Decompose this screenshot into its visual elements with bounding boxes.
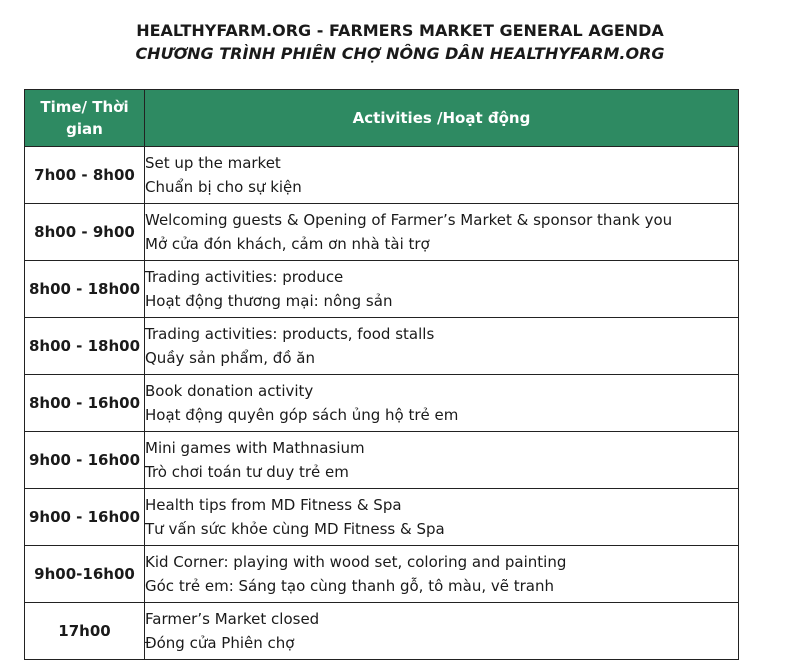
table-row [25, 603, 739, 660]
activity-english: Set up the market [145, 154, 281, 172]
activity-cell [145, 546, 739, 603]
time-cell: 8h00 - 16h00 [25, 375, 145, 432]
activity-vietnamese: Tư vấn sức khỏe cùng MD Fitness & Spa [145, 520, 445, 538]
activity-vietnamese: Mở cửa đón khách, cảm ơn nhà tài trợ [145, 235, 430, 253]
activity-vietnamese: Quầy sản phẩm, đồ ăn [145, 349, 315, 367]
activity-vietnamese: Góc trẻ em: Sáng tạo cùng thanh gỗ, tô màu, vẽ tranh [145, 577, 554, 595]
agenda-title [0, 19, 800, 65]
activity-english: Mini games with Mathnasium [145, 439, 365, 457]
table-row [25, 432, 739, 489]
title-english: HEALTHYFARM.ORG - FARMERS MARKET GENERAL AGENDA [136, 21, 664, 40]
activity-english: Trading activities: produce [145, 268, 344, 286]
activity-english: Welcoming guests & Opening of Farmer’s Market & sponsor thank you [145, 211, 673, 229]
table-row [25, 318, 739, 375]
time-column-header: Time/ Thời gian [25, 90, 145, 147]
title-vietnamese: CHƯƠNG TRÌNH PHIÊN CHỢ NÔNG DÂN HEALTHYFARM.ORG [135, 44, 665, 63]
table-row [25, 261, 739, 318]
time-cell: 7h00 - 8h00 [25, 147, 145, 204]
activity-english: Trading activities: products, food stalls [145, 325, 435, 343]
table-header-row [25, 90, 739, 147]
activity-vietnamese: Đóng cửa Phiên chợ [145, 634, 295, 652]
time-cell: 8h00 - 9h00 [25, 204, 145, 261]
activity-vietnamese: Hoạt động thương mại: nông sản [145, 292, 393, 310]
agenda-table [24, 89, 739, 660]
table-row [25, 489, 739, 546]
activity-cell [145, 375, 739, 432]
activity-cell [145, 489, 739, 546]
table-row [25, 375, 739, 432]
activity-vietnamese: Trò chơi toán tư duy trẻ em [145, 463, 349, 481]
activity-cell [145, 432, 739, 489]
activities-column-header: Activities /Hoạt động [145, 90, 739, 147]
activity-english: Book donation activity [145, 382, 314, 400]
time-cell: 8h00 - 18h00 [25, 318, 145, 375]
time-cell: 9h00 - 16h00 [25, 432, 145, 489]
activity-cell [145, 603, 739, 660]
activity-cell [145, 261, 739, 318]
activity-cell [145, 147, 739, 204]
activity-cell [145, 318, 739, 375]
time-cell: 8h00 - 18h00 [25, 261, 145, 318]
time-cell: 9h00-16h00 [25, 546, 145, 603]
activity-vietnamese: Chuẩn bị cho sự kiện [145, 178, 302, 196]
activity-english: Health tips from MD Fitness & Spa [145, 496, 402, 514]
time-cell: 17h00 [25, 603, 145, 660]
activity-vietnamese: Hoạt động quyên góp sách ủng hộ trẻ em [145, 406, 459, 424]
activity-english: Kid Corner: playing with wood set, coloring and painting [145, 553, 567, 571]
activity-cell [145, 204, 739, 261]
table-row [25, 204, 739, 261]
table-row [25, 147, 739, 204]
time-cell: 9h00 - 16h00 [25, 489, 145, 546]
table-row [25, 546, 739, 603]
activity-english: Farmer’s Market closed [145, 610, 320, 628]
